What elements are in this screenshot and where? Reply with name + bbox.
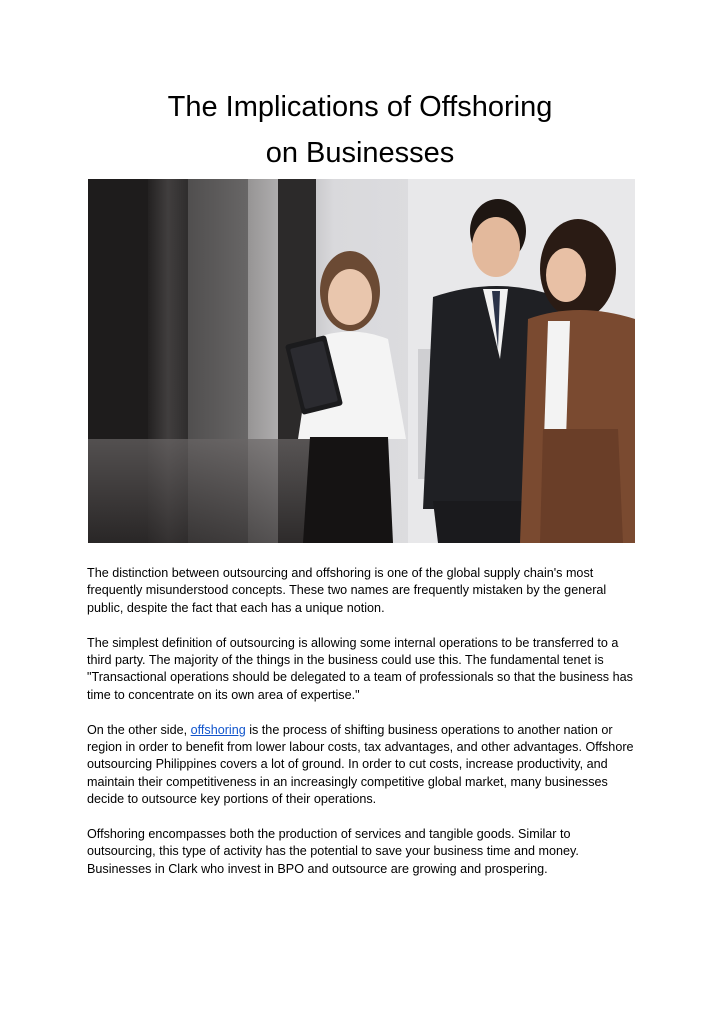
title-line-1: The Implications of Offshoring [167, 91, 553, 123]
business-team-photo-icon [88, 179, 635, 543]
page-title [0, 84, 720, 176]
paragraph-3 [87, 722, 639, 809]
paragraph-1: The distinction between outsourcing and offshoring is one of the global supply chain's most frequently misunderstood concepts. These two names are frequently mistaken by the general public, despite the fact that each has a unique notion. [87, 566, 607, 615]
paragraph-3-lead: On the other side, [87, 722, 191, 737]
offshoring-link[interactable]: offshoring [190, 722, 246, 737]
paragraph-2: The simplest definition of outsourcing is allowing some internal operations to be transferred to a third party. The majority of the things in the business could use this. The fundamental tenet is "Transactional operations should be delegated to a team of professionals so that the business has time to concentrate on its own area of expertise." [87, 635, 633, 702]
paragraph-4: Offshoring encompasses both the production of services and tangible goods. Similar to outsourcing, this type of activity has the potential to save your business time and money. Businesses in Clark who invest in BPO and outsource are growing and prospering. [87, 827, 579, 876]
article-body [87, 565, 639, 896]
title-line-2: on Businesses [265, 137, 455, 169]
paragraph-3-rest: is the process of shifting business operations to another nation or region in order to benefit from lower labour costs, tax advantages, and other advantages. Offshore outsourcing Philippines covers a lot of ground. In order to cut costs, increase productivity, and maintain their competitiveness in an increasingly competitive global market, many businesses decide to outsource key portions of their operations. [87, 722, 634, 807]
business-team-photo [88, 179, 635, 543]
